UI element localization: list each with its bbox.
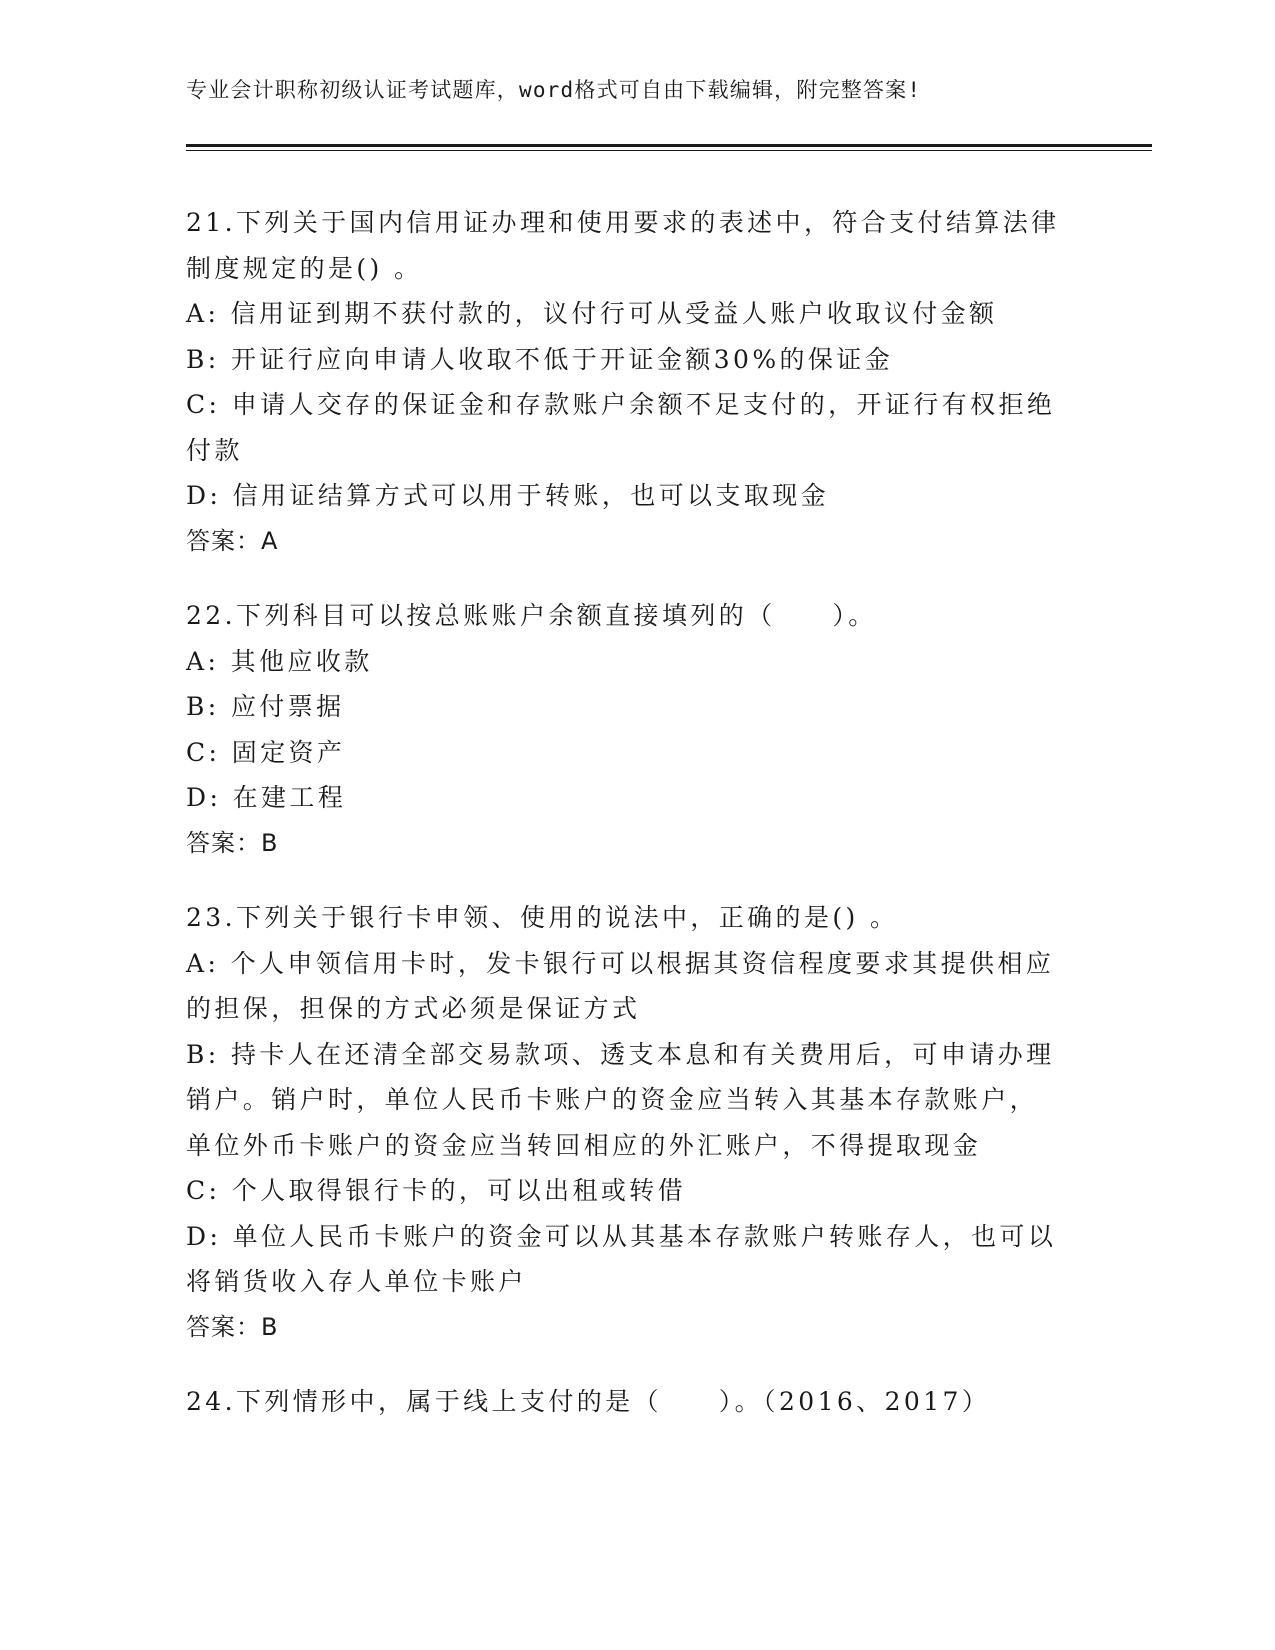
option-c: C: 申请人交存的保证金和存款账户余额不足支付的，开证行有权拒绝 xyxy=(186,390,1056,419)
question-stem-line: 24.下列情形中，属于线上支付的是（ ）。（2016、2017） xyxy=(186,1387,991,1416)
option-b-cont: 销户。销户时，单位人民币卡账户的资金应当转入其基本存款账户， xyxy=(186,1085,1039,1114)
option-c: C: 固定资产 xyxy=(186,737,346,767)
question-list xyxy=(186,200,1086,1454)
question-stem-line: 22.下列科目可以按总账账户余额直接填列的（ ）。 xyxy=(186,601,877,630)
option-b: B: 应付票据 xyxy=(186,692,345,721)
page-header: 专业会计职称初级认证考试题库，word格式可自由下载编辑，附完整答案! xyxy=(186,78,922,102)
header-rule-thin xyxy=(186,150,1152,151)
answer: 答案：B xyxy=(186,1312,279,1341)
option-c: C: 个人取得银行卡的，可以出租或转借 xyxy=(186,1176,687,1205)
option-d-cont: 将销货收入存人单位卡账户 xyxy=(186,1267,527,1296)
option-c-cont: 付款 xyxy=(186,435,243,465)
question-21 xyxy=(186,200,1086,564)
question-stem-line: 21.下列关于国内信用证办理和使用要求的表述中，符合支付结算法律 xyxy=(186,208,1060,237)
option-b-cont: 单位外币卡账户的资金应当转回相应的外汇账户，不得提取现金 xyxy=(186,1130,982,1160)
question-22 xyxy=(186,593,1086,866)
option-a: A: 信用证到期不获付款的，议付行可从受益人账户收取议付金额 xyxy=(186,299,998,328)
question-24 xyxy=(186,1379,1086,1425)
question-stem-line: 23.下列关于银行卡申领、使用的说法中，正确的是() 。 xyxy=(186,903,899,932)
option-a: A: 个人申领信用卡时，发卡银行可以根据其资信程度要求其提供相应 xyxy=(186,948,1055,978)
answer: 答案：A xyxy=(186,526,279,555)
header-rule-thick xyxy=(186,144,1152,147)
option-b: B: 持卡人在还清全部交易款项、透支本息和有关费用后，可申请办理 xyxy=(186,1039,1055,1069)
option-a: A: 其他应收款 xyxy=(186,646,373,676)
question-stem-line: 制度规定的是() 。 xyxy=(186,253,423,283)
option-a-cont: 的担保，担保的方式必须是保证方式 xyxy=(186,994,641,1023)
option-d: D: 单位人民币卡账户的资金可以从其基本存款账户转账存人，也可以 xyxy=(186,1221,1057,1251)
question-23 xyxy=(186,895,1086,1350)
option-d: D: 在建工程 xyxy=(186,783,347,812)
answer: 答案：B xyxy=(186,828,279,857)
option-d: D: 信用证结算方式可以用于转账，也可以支取现金 xyxy=(186,481,830,510)
option-b: B: 开证行应向申请人收取不低于开证金额30%的保证金 xyxy=(186,344,894,374)
